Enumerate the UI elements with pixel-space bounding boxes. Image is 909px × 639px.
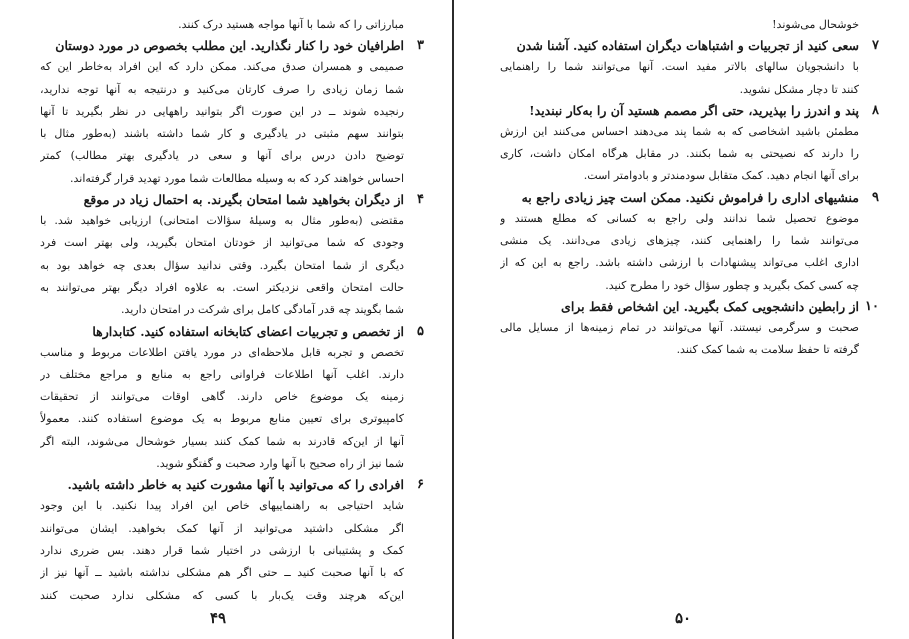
- left-intro-line: مبارزاتی را که شما با آنها مواجه هستید درک کنند.: [178, 18, 404, 31]
- page-gutter-divider: [452, 0, 454, 639]
- item-line: کامپیوتری برای تعیین منابع مربوط به یک موضوع استفاده کنند. معمولاً: [40, 412, 404, 426]
- item-line: اگر مشکلی داشتید می‌توانید از آنها کمک بخواهید. ایشان می‌توانند: [40, 521, 404, 535]
- item-number: ۴: [417, 192, 424, 208]
- item-body: [40, 475, 404, 606]
- item-line: شما نیز از راه صحیح با آنها وارد صحبت و گفتگو شوید.: [156, 457, 404, 471]
- item-line: احساس خواهند کرد که به وسیله مطالعات شما مورد تهدید قرار گرفته‌اند.: [70, 171, 404, 185]
- item-line: دارند. اغلب آنها اطلاعات فراوانی راجع به منابع و مراجع مختلف در: [40, 367, 404, 381]
- item-number: ۶: [417, 477, 424, 493]
- item-body: [500, 36, 859, 101]
- item-line: را دارند که نصیحتی به شما بکنند. در مقابل هرگاه امکان داشت، کاری: [500, 147, 859, 161]
- list-item-6: [40, 475, 424, 606]
- item-line: این‌که هرچند وقت یک‌بار با کسی که مشکلی ندارد صحبت کنند: [40, 588, 404, 602]
- item-line: رنجیده شوند ــ در این صورت اگر بتوانید راههایی در نظر بگیرید تا آنها: [40, 104, 404, 118]
- item-number: ۷: [872, 38, 879, 54]
- item-line: تخصص و تجربه قابل ملاحظه‌ای در مورد یافتن اطلاعات مربوط و مناسب: [40, 345, 404, 359]
- item-body: [500, 297, 859, 362]
- item-line: گرفته تا حفظ سلامت به شما کمک کنند.: [676, 343, 859, 357]
- item-line: حالت امتحان واقعی نزدیکتر است. به علاوه افراد دیگر بهتر می‌توانند به: [40, 280, 404, 294]
- item-line: چه کسی کمک بگیرید و چطور سؤال خود را مطرح کنید.: [605, 278, 859, 292]
- item-line: موضوع تحصیل شما ندانند ولی راجع به کسانی که مطلع هستند و: [500, 211, 859, 225]
- item-number: ۸: [872, 102, 879, 118]
- item-number: ۳: [417, 38, 424, 54]
- item-heading: سعی کنید از تجربیات و اشتباهات دیگران استفاده کنید. آشنا شدن: [516, 38, 859, 54]
- item-line: صمیمی و همسران صدق می‌کند. ممکن دارد که این افراد به‌خاطر این که: [40, 60, 404, 74]
- item-line: شاید احتیاجی به راهنماییهای خاص این افراد پیدا نکنید. با این وجود: [40, 499, 404, 513]
- item-line: وجودی که شما می‌توانید از خودتان امتحان بگیرید، ولی بهتر است فرد: [40, 236, 404, 250]
- item-body: [500, 188, 859, 297]
- left-page-number: ۴۹: [210, 609, 227, 627]
- item-heading: افرادی را که می‌توانید با آنها مشورت کنید به خاطر داشته باشید.: [67, 477, 404, 493]
- item-body: [40, 190, 404, 321]
- right-page: [458, 0, 909, 639]
- item-heading: از دیگران بخواهید شما امتحان بگیرند. به احتمال زیاد در موقع: [83, 192, 404, 208]
- right-intro-line: خوشحال می‌شوند!: [772, 18, 859, 31]
- right-page-number: ۵۰: [675, 609, 692, 627]
- list-item-8: [500, 101, 879, 188]
- item-body: [40, 36, 404, 190]
- list-item-5: [40, 322, 424, 476]
- item-heading: منشیهای اداری را فراموش نکنید. ممکن است چیز زیادی راجع به: [521, 189, 859, 205]
- item-heading: پند و اندرز را بپذیرید، حتی اگر مصمم هستید آن را به‌کار نبندید!: [529, 102, 859, 118]
- item-line: برای آنها انجام دهید. کمک متقابل سودمندتر و بادوامتر است.: [583, 169, 859, 183]
- item-line: مقتضی (به‌طور مثال به وسیلهٔ سؤالات امتحانی) ارزیابی خواهید شد. با: [40, 214, 404, 228]
- item-number: ۱۰: [865, 298, 879, 314]
- item-number: ۵: [417, 323, 424, 339]
- item-body: [40, 322, 404, 476]
- item-number: ۹: [872, 189, 879, 205]
- item-line: مطمئن باشید اشخاصی که به شما پند می‌دهند احساس می‌کنند این ارزش: [500, 124, 859, 138]
- list-item-4: [40, 190, 424, 321]
- item-heading: از رابطین دانشجویی کمک بگیرید. این اشخاص فقط برای: [561, 298, 859, 314]
- item-line: صحبت و سرگرمی نیستند. آنها می‌توانند در تمام زمینه‌ها از مسایل مالی: [500, 320, 859, 334]
- list-item-9: [500, 188, 879, 297]
- item-heading: از تخصص و تجربیات اعضای کتابخانه استفاده کنید. کتابدارها: [92, 323, 404, 339]
- item-heading: اطرافیان خود را کنار نگذارید. این مطلب بخصوص در مورد دوستان: [55, 38, 404, 54]
- item-line: که با آنها صحبت کنید ــ حتی اگر هم مشکلی نداشته باشید ــ آنها نیز از: [40, 566, 404, 580]
- item-line: اداری اغلب می‌تواند پیشنهادات با ارزشی داشته باشد. راجع به این که از: [500, 256, 859, 270]
- item-line: شما زمان زیادی را صرف کارتان می‌کنید و در‌نتیجه به آنها توجه ندارید،: [40, 82, 404, 96]
- item-line: توضیح دادن درس برای آنها و سعی در یادگیری بهتر مطالب) کمتر: [40, 149, 404, 163]
- item-line: کنند تا دچار مشکل نشوید.: [739, 82, 859, 96]
- item-line: دیگری از شما امتحان بگیرد. وقتی ندانید سؤال بعدی چه خواهد بود به: [40, 258, 404, 272]
- list-item-7: [500, 36, 879, 101]
- item-line: زمینه یک موضوع خاص دارند. گاهی اوقات می‌توانند از تحقیقات: [40, 390, 404, 404]
- item-line: شما بگویند چه قدر آمادگی کامل برای شرکت در امتحان دارید.: [120, 303, 404, 317]
- item-line: می‌توانند شما را راهنمایی کنند، چیزهای زیادی می‌دانند. یک منشی: [500, 234, 859, 248]
- item-line: بتوانند سهم مثبتی در یادگیری و کار شما داشته باشند (به‌طور مثال با: [40, 127, 404, 141]
- list-item-10: [500, 297, 879, 362]
- left-page: [0, 0, 448, 639]
- item-line: کمک و پشتیبانی با ارزشی در اختیار شما قرار دهند. بس ضرری ندارد: [40, 543, 404, 557]
- item-line: آنها از این‌که قادرند به شما کمک کنند بسیار خوشحال می‌شوند، البته اگر: [40, 434, 404, 448]
- item-line: با دانشجویان سالهای بالاتر مفید است. آنها می‌توانند شما را راهنمایی: [500, 60, 859, 74]
- item-body: [500, 101, 859, 188]
- list-item-3: [40, 36, 424, 190]
